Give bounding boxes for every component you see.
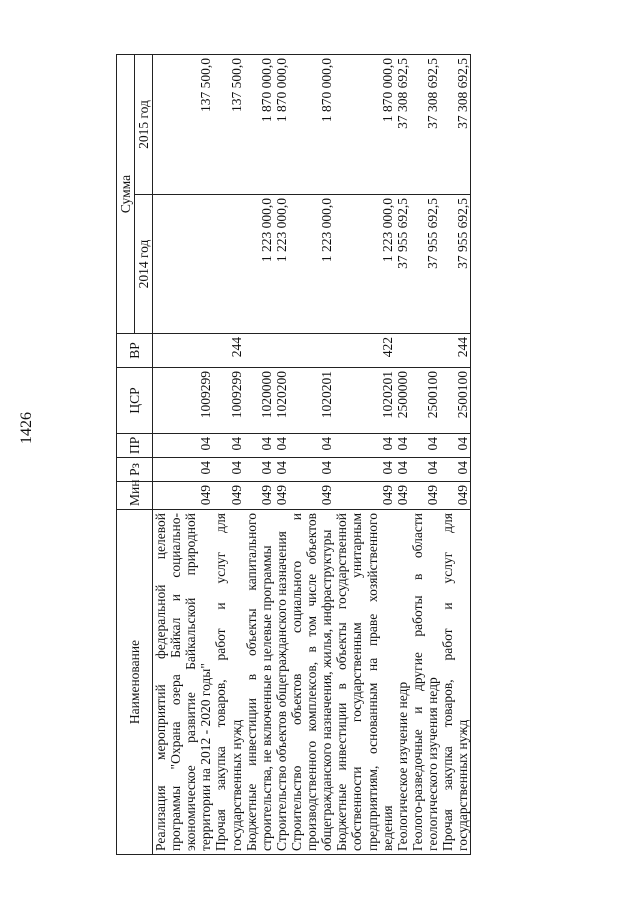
row-rz: 04 <box>213 458 243 482</box>
row-vr <box>289 334 334 368</box>
row-sum-2015: 37 308 692,5 <box>440 54 471 194</box>
table-row <box>440 54 471 854</box>
row-min: 049 <box>440 482 471 510</box>
row-vr <box>244 334 274 368</box>
row-sum-2014: 37 955 692,5 <box>440 195 471 334</box>
row-sum-2014: 37 955 692,5 <box>410 195 440 334</box>
row-sum-2014: 1 223 000,0 <box>334 195 394 334</box>
row-pr: 04 <box>153 434 214 458</box>
row-min: 049 <box>213 482 243 510</box>
row-min: 049 <box>153 482 214 510</box>
row-pr: 04 <box>334 434 394 458</box>
row-name: Строительство объектов общегражданского назначения <box>274 510 289 855</box>
row-sum-2015: 137 500,0 <box>153 54 214 194</box>
table-row <box>274 54 289 854</box>
table-row <box>213 54 243 854</box>
row-sum-2014 <box>213 195 243 334</box>
row-sum-2014: 1 223 000,0 <box>289 195 334 334</box>
row-rz: 04 <box>410 458 440 482</box>
row-pr: 04 <box>213 434 243 458</box>
row-vr: 422 <box>334 334 394 368</box>
row-rz: 04 <box>274 458 289 482</box>
table-row <box>395 54 410 854</box>
row-pr: 04 <box>440 434 471 458</box>
row-sum-2014: 1 223 000,0 <box>274 195 289 334</box>
row-name: Прочая закупка товаров, работ и услуг для государственных нужд <box>440 510 471 855</box>
row-csr: 1009299 <box>153 368 214 434</box>
row-name: Геологическое изучение недр <box>395 510 410 855</box>
row-csr: 2500000 <box>395 368 410 434</box>
row-sum-2015: 37 308 692,5 <box>410 54 440 194</box>
row-name: Строительство объектов социального и производственного комплексов, в том числе объектов общегражданского назначения, жилья, инфраструктуры <box>289 510 334 855</box>
row-rz: 04 <box>395 458 410 482</box>
row-min: 049 <box>395 482 410 510</box>
row-sum-2014: 37 955 692,5 <box>395 195 410 334</box>
row-csr: 2500100 <box>410 368 440 434</box>
row-pr: 04 <box>289 434 334 458</box>
header-vr: ВР <box>117 334 153 368</box>
row-pr: 04 <box>244 434 274 458</box>
row-csr: 1020000 <box>244 368 274 434</box>
row-vr <box>410 334 440 368</box>
row-min: 049 <box>410 482 440 510</box>
row-sum-2015: 137 500,0 <box>213 54 243 194</box>
row-name: Реализация мероприятий федеральной целевой программы "Охрана озера Байкал и социально-экономическое развитие Байкальской природной территории на 2012 - 2020 годы" <box>153 510 214 855</box>
row-rz: 04 <box>440 458 471 482</box>
row-rz: 04 <box>289 458 334 482</box>
row-csr: 1020201 <box>334 368 394 434</box>
table-header <box>117 54 153 854</box>
header-rz: Рз <box>117 458 153 482</box>
row-pr: 04 <box>395 434 410 458</box>
row-rz: 04 <box>334 458 394 482</box>
row-rz: 04 <box>153 458 214 482</box>
row-vr <box>153 334 214 368</box>
row-sum-2014: 1 223 000,0 <box>244 195 274 334</box>
row-vr: 244 <box>440 334 471 368</box>
row-csr: 2500100 <box>440 368 471 434</box>
budget-table <box>116 54 471 855</box>
row-sum-2015: 1 870 000,0 <box>274 54 289 194</box>
row-vr <box>274 334 289 368</box>
table-row <box>244 54 274 854</box>
row-pr: 04 <box>274 434 289 458</box>
row-vr: 244 <box>213 334 243 368</box>
row-sum-2015: 1 870 000,0 <box>289 54 334 194</box>
header-sum: Сумма <box>117 54 135 333</box>
row-csr: 1020201 <box>289 368 334 434</box>
page-number: 1426 <box>18 412 35 444</box>
header-csr: ЦСР <box>117 368 153 434</box>
row-sum-2015: 1 870 000,0 <box>244 54 274 194</box>
row-sum-2015: 1 870 000,0 <box>334 54 394 194</box>
row-min: 049 <box>334 482 394 510</box>
row-pr: 04 <box>410 434 440 458</box>
table-row <box>334 54 394 854</box>
table-row <box>153 54 214 854</box>
header-2015: 2015 год <box>135 54 153 194</box>
rotated-page-content <box>116 55 632 855</box>
row-min: 049 <box>274 482 289 510</box>
header-2014: 2014 год <box>135 195 153 334</box>
table-row <box>410 54 440 854</box>
row-sum-2015: 37 308 692,5 <box>395 54 410 194</box>
row-name: Геолого-разведочные и другие работы в области геологического изучения недр <box>410 510 440 855</box>
header-min: Мин <box>117 482 153 510</box>
header-name: Наименование <box>117 510 153 855</box>
row-min: 049 <box>244 482 274 510</box>
row-sum-2014 <box>153 195 214 334</box>
row-min: 049 <box>289 482 334 510</box>
row-vr <box>395 334 410 368</box>
row-rz: 04 <box>244 458 274 482</box>
table-row <box>289 54 334 854</box>
header-pr: ПР <box>117 434 153 458</box>
row-name: Бюджетные инвестиции в объекты капитального строительства, не включенные в целевые программы <box>244 510 274 855</box>
row-csr: 1009299 <box>213 368 243 434</box>
row-name: Бюджетные инвестиции в объекты государственной собственности государственным унитарным предприятиям, основанным на праве хозяйственного ведения <box>334 510 394 855</box>
row-name: Прочая закупка товаров, работ и услуг для государственных нужд <box>213 510 243 855</box>
row-csr: 1020200 <box>274 368 289 434</box>
